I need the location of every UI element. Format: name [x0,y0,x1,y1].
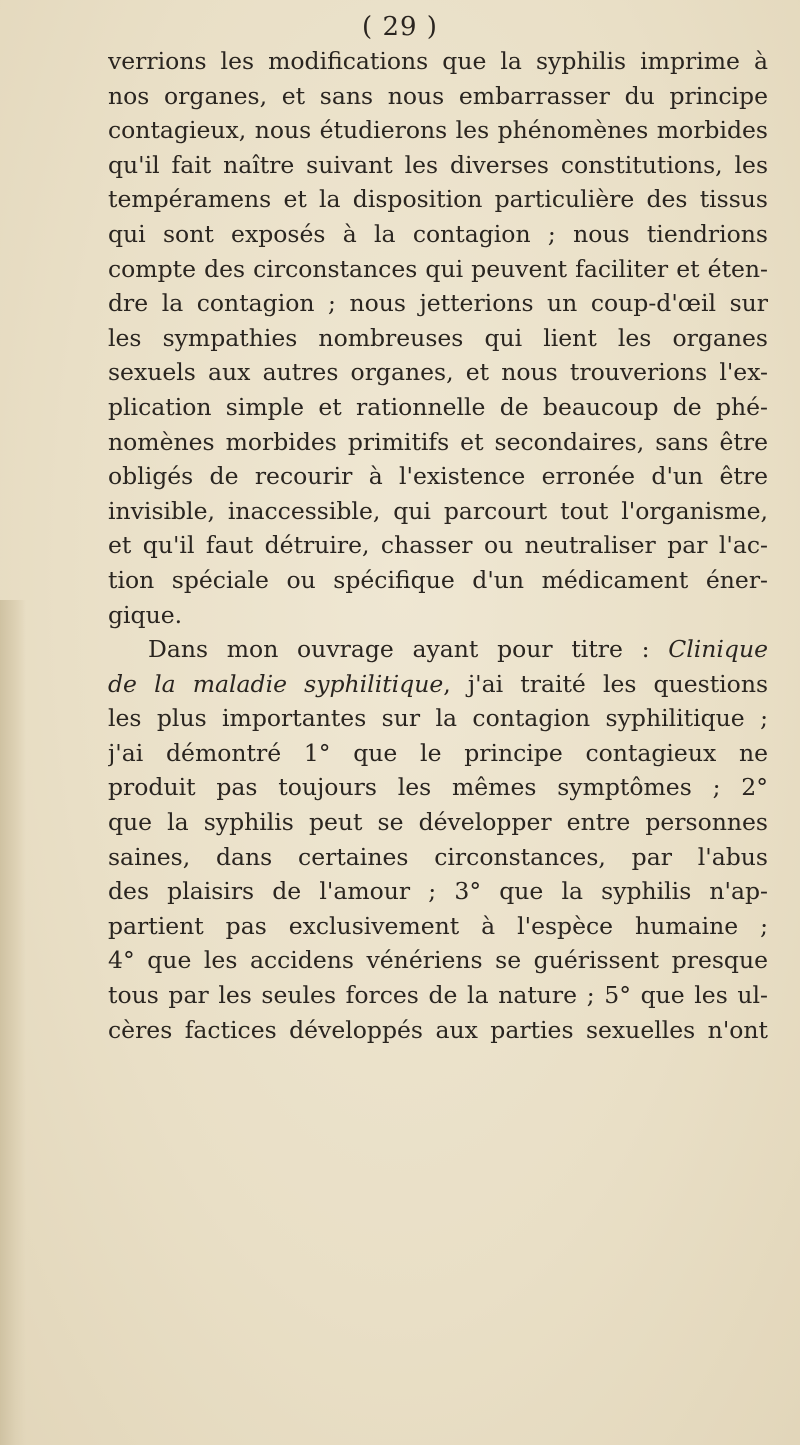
text-line: que la syphilis peut se développer entre personnes [108,808,768,837]
text-line: verrions les modifications que la syphilis imprime à [108,47,768,75]
text-line: compte des circonstances qui peuvent faciliter et éten- [108,254,768,283]
text-line: j'ai démontré 1° que le principe contagieux ne [108,738,768,767]
page-edge-shadow [0,600,26,1445]
text-line: tous par les seules forces de la nature ; 5° que les ul- [108,981,768,1010]
text-line: sexuels aux autres organes, et nous trouverions l'ex- [108,358,768,387]
text-line: produit pas toujours les mêmes symptômes ; 2° [108,773,768,802]
text-line [108,632,768,667]
text-line: les sympathies nombreuses qui lient les organes [108,323,768,352]
text-line: saines, dans certaines circonstances, par l'abus [108,842,768,871]
text-line: nomènes morbides primitifs et secondaires, sans être [108,427,768,456]
text-line: cères factices développés aux parties sexuelles n'ont [108,1015,768,1044]
text-line: les plus importantes sur la contagion syphilitique ; [108,704,768,733]
text-line: obligés de recourir à l'existence erronée d'un être [108,462,768,491]
text-run: , j'ai traité les questions [443,669,768,698]
text-line: plication simple et rationnelle de beaucoup de phé- [108,392,768,421]
page-text [108,44,768,1047]
book-title-part: Clinique [668,635,768,664]
text-line: contagieux, nous étudierons les phénomènes morbides [108,116,768,145]
text-line: qu'il fait naître suivant les diverses constitutions, les [108,150,768,179]
text-line: tion spéciale ou spécifique d'un médicament éner- [108,565,768,594]
text-line: nos organes, et sans nous embarrasser du principe [108,81,768,110]
text-line: des plaisirs de l'amour ; 3° que la syphilis n'ap- [108,877,768,906]
text-line: partient pas exclusivement à l'espèce humaine ; [108,911,768,940]
text-line [108,667,768,702]
page-number: ( 29 ) [362,12,438,42]
text-line: gique. [108,600,183,629]
text-line: et qu'il faut détruire, chasser ou neutraliser par l'ac- [108,531,768,560]
text-run: Dans mon ouvrage ayant pour titre : [148,635,669,664]
text-line: dre la contagion ; nous jetterions un coup-d'œil sur [108,289,768,318]
text-line: qui sont exposés à la contagion ; nous tiendrions [108,219,768,248]
text-line: tempéramens et la disposition particulière des tissus [108,185,768,214]
text-line: invisible, inaccessible, qui parcourt tout l'organisme, [108,496,768,525]
book-title-part: de la maladie syphilitique [108,669,444,698]
text-line: 4° que les accidens vénériens se guérissent presque [108,946,768,975]
